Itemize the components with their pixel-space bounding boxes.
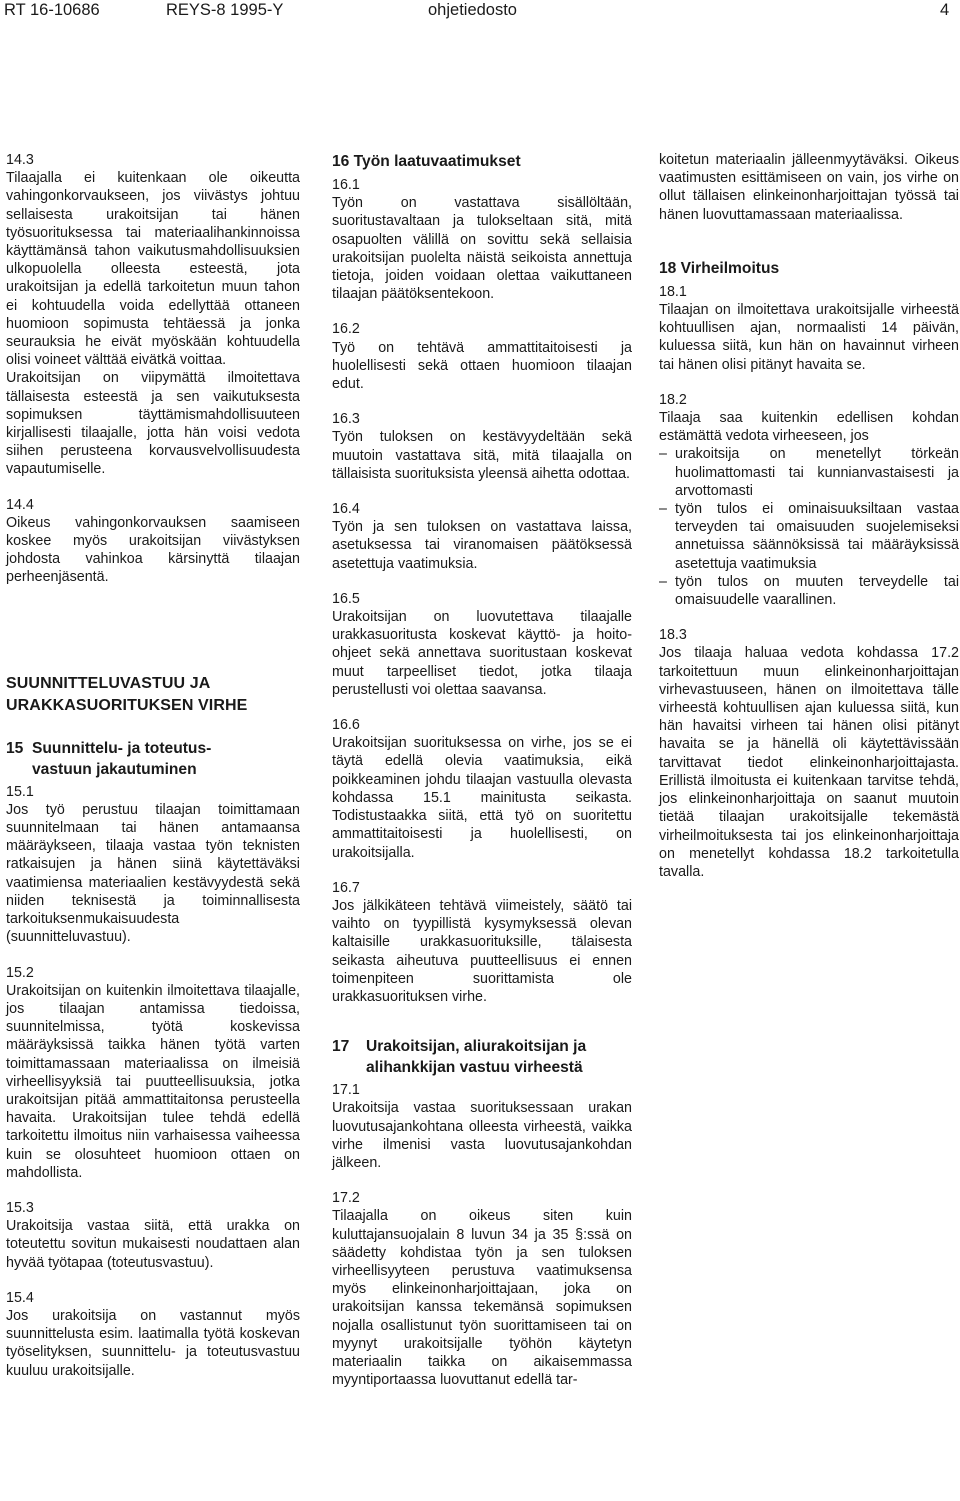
section-text: Urakoitsijan on kuitenkin ilmoitettava tilaajalle, jos tilaajan antamissa tiedoissa, suunnitelmissa, työtä koskevissa määräyksissä taikka hänen työtä varten toimittamassaan materiaalissa on ilmeisiä virheellisyyksiä tai puutteellisuuksia, jotka urakoitsijan pitää ammattitaitonsa perusteella havaita. Urakoitsijan tulee tehdä edellä tarkoitettu ilmoitus niin varhaisessa vaiheessa kuin se olosuhteet huomioon ottaen on mahdollista. — [6, 982, 300, 1181]
section-16-2 — [332, 320, 632, 393]
section-text: Oikeus vahingonkorvauksen saamiseen koskee myös urakoitsijan viivästyksen johdosta vahinkoa kärsinyttä tilaajan perheenjäsentä. — [6, 514, 300, 586]
section-number: 16.4 — [332, 501, 360, 518]
section-number: 14.4 — [6, 496, 34, 513]
chapter-heading — [6, 673, 300, 717]
section-16-5 — [332, 590, 632, 699]
section-16-1 — [332, 176, 632, 303]
section-number: 18.3 — [659, 627, 687, 644]
heading-text: alihankkijan vastuu virheestä — [366, 1059, 583, 1077]
section-heading-18: 18 Virheilmoitus — [659, 259, 780, 277]
heading-text: Urakoitsijan, aliurakoitsijan ja — [366, 1038, 587, 1056]
section-text: Työn on vastattava sisällöltään, suoritustavaltaan ja tulokseltaan sitä, mitä osapuolten välillä on sovittu sekä sellaisia urakoitsijan puolelta näistä seikoista annettuja tietoja, joiden voidaan olettaa vaikuttaneen tilaajan päätöksentekoon. — [332, 195, 632, 303]
section-18-2 — [659, 391, 959, 609]
document-type: ohjetiedosto — [428, 1, 517, 19]
section-number: 17.1 — [332, 1082, 360, 1099]
section-17-2 — [332, 1189, 632, 1389]
section-18-3 — [659, 626, 959, 881]
section-text: Tilaajalla ei kuitenkaan ole oikeutta vahingonkorvaukseen, jos viivästys johtuu sellaisesta urakoitsijan tai hänen työsuorituksessa tai materiaalihankinnoissa käyttämänsä tahon vaikutusmahdollisuuksien ulkopuolella olleesta esteestä, jota urakoitsijan ja edellä tarkoitetun muun tahon ei kohtuudella voida edellyttää ottaneen huomioon sopimusta tehtäessä ja jonka seurauksia he eivät myöskään kohtuudella olisi voineet välttää eivätkä voittaa. — [6, 170, 300, 369]
section-heading-16: 16 Työn laatuvaatimukset — [332, 153, 521, 170]
list-item: – työn tulos on muuten terveydelle tai omaisuudelle vaarallinen. — [659, 573, 959, 609]
section-number: 17.2 — [332, 1190, 360, 1207]
section-number: 15.2 — [6, 964, 34, 981]
section-text: Tilaajalla on oikeus siten kuin kuluttajansuojalain 8 luvun 34 ja 35 §:ssä on säädetty kohdistaa työn ja sen tuloksen virheellisyyteen perustuva vaatimuksensa myös elinkeinonharjoittajaan, joka on urakoitsijan kanssa tekemänsä sopimuksen nojalla osallistunut työn suorittamiseen tai on myynyt urakoitsijalle työhön käytetyn materiaalin taikka on aikaisemmassa myyntiportaassa luovuttanut edellä tar- — [332, 1208, 632, 1389]
page-header — [0, 0, 960, 20]
section-15-4 — [6, 1289, 300, 1380]
section-number: 16.2 — [332, 321, 360, 338]
chapter-heading-line: SUUNNITTELUVASTUU JA — [6, 674, 211, 692]
section-heading-17 — [332, 1036, 632, 1078]
section-number: 18.2 — [659, 391, 687, 408]
section-text: Tilaaja saa kuitenkin edellisen kohdan estämättä vedota virheeseen, jos — [659, 410, 959, 445]
section-15-2 — [6, 964, 300, 1182]
section-number: 16.5 — [332, 590, 360, 607]
section-17-1 — [332, 1081, 632, 1172]
heading-text: vastuun jakautuminen — [32, 760, 197, 778]
document-code: RT 16-10686 — [4, 1, 100, 19]
section-text: Jos tilaaja haluaa vedota kohdassa 17.2 tarkoitettuun muun elinkeinonharjoittajan virhevastuuseen, hänen on ilmoitettava tälle virheestä kohtuullisen ajan kuluessa siitä, kun hän havaitsi virheen tai hänen olisi pitänyt havaita se ja hänellä oli käytettävissään tarvittavat tiedot elinkeinonharjoittajasta. Erillistä ilmoitusta ei kuitenkaan tarvitse tehdä, jos elinkeinonharjoittaja on saanut muutoin tietää tilaajan urakoitsijalle tekemästä virheilmoituksesta tai jos elinkeinonharjoittaja on menetellyt kohdassa 18.2 tarkoitetulla tavalla. — [659, 645, 959, 880]
section-14-4 — [6, 496, 300, 587]
section-heading-15 — [6, 738, 300, 780]
heading-number: 17 — [332, 1038, 350, 1056]
section-15-3 — [6, 1199, 300, 1272]
column-1 — [6, 151, 300, 1380]
document-reference: REYS-8 1995-Y — [166, 1, 284, 19]
section-text: Jos urakoitsija on vastannut myös suunnittelusta esim. laatimalla työtä koskevan työselityksen, suunnittelu- ja toteutusvastuu kuuluu urakoitsijalle. — [6, 1307, 300, 1379]
section-number: 16.7 — [332, 879, 360, 896]
section-16-4 — [332, 500, 632, 573]
section-number: 15.4 — [6, 1289, 34, 1306]
section-text: Työ on tehtävä ammattitaitoisesti ja huolellisesti sekä ottaen huomioon tilaajan edut. — [332, 339, 632, 393]
section-text: Urakoitsija vastaa suorituksessaan urakan luovutusajankohtana olleesta virheestä, vaikka virhe ilmenisi vasta luovutusajankohdan jälkeen. — [332, 1100, 632, 1171]
chapter-heading-line: URAKKASUORITUKSEN VIRHE — [6, 696, 248, 714]
section-text: Jos jälkikäteen tehtävä viimeistely, säätö tai vaihto on tyypillistä kysymyksessä olevan kaltaisille urakkasuorituksille, tälaisesta seikasta aiheutuva puutteellisuus ei ennen toimenpiteen suorittamista ole urakkasuorituksen virhe. — [332, 897, 632, 1005]
section-text: Urakoitsijan on viipymättä ilmoitettava tällaisesta esteestä ja sen vaikutuksesta sopimuksen täyttämismahdollisuuteen kirjallisesti tilaajalle, jotta hän voisi vedota siihen perusteena korvausvelvollisuudesta vapautumiselle. — [6, 370, 300, 478]
section-14-3 — [6, 151, 300, 479]
section-18-1 — [659, 283, 959, 374]
section-number: 15.1 — [6, 783, 34, 800]
section-16-7 — [332, 879, 632, 1006]
section-15-1 — [6, 783, 300, 947]
section-number: 14.3 — [6, 152, 34, 168]
section-text: Jos työ perustuu tilaajan toimittamaan suunnitelmaan tai hänen antamaansa määräykseen, tilaaja vastaa työn teknisten ratkaisujen ja hänen siinä käytettäväksi vaatimiensa materiaalien kestävyydestä sekä niiden teknisestä ja toiminnallisesta tarkoituksenmukaisuudesta (suunnitteluvastuu). — [6, 801, 300, 946]
continued-text: koitetun materiaalin jälleenmyytäväksi. Oikeus vaatimusten esittämiseen on vain, jos virhe on ollut tällaisen elinkeinonharjoittajan työssä tai hänen luovuttamassaan materiaalissa. — [659, 152, 959, 223]
section-text: Työn tuloksen on kestävyydeltään sekä muutoin vastattava sitä, mitä tilaajalla on tällaisista suorituksista yleensä aihetta odottaa. — [332, 429, 632, 482]
section-16-6 — [332, 716, 632, 862]
section-number: 15.3 — [6, 1199, 34, 1216]
list-item: – työn tulos ei ominaisuuksiltaan vastaa terveyden tai omaisuuden suojelemiseksi annetuissa säännöksissä tai määräyksissä asetettuja vaatimuksia — [659, 500, 959, 573]
section-number: 16.3 — [332, 411, 360, 428]
section-number: 16.6 — [332, 717, 360, 734]
section-number: 16.1 — [332, 177, 360, 193]
section-text: Urakoitsija vastaa siitä, että urakka on toteutettu sovitun mukaisesti noudattaen alan hyvää työtapaa (toteutusvastuu). — [6, 1218, 300, 1271]
column-2 — [332, 151, 632, 1389]
column-3 — [659, 151, 959, 881]
heading-number: 15 — [6, 739, 24, 757]
section-text: Urakoitsijan suorituksessa on virhe, jos se ei täytä edellä olevia vaatimuksia, eikä poikkeaminen johdu tilaajan vastuulla olevasta kohdassa 15.1 mainitusta seikasta. Todistustaakka siitä, että työ on suoritettu ammattitaitoisesti ja huolellisesti, on urakoitsijalla. — [332, 735, 632, 861]
section-number: 18.1 — [659, 283, 687, 300]
section-text: Työn ja sen tuloksen on vastattava laissa, asetuksessa tai viranomaisen päätöksessä asetettuja vaatimuksia. — [332, 519, 632, 572]
section-text: Tilaajan on ilmoitettava urakoitsijalle virheestä kohtuullisen ajan, normaalisti 14 päivän, kuluessa siitä, kun hän on havainnut virheen tai hänen olisi pitänyt havaita se. — [659, 302, 959, 373]
condition-list — [659, 445, 959, 609]
section-text: Urakoitsijan on luovutettava tilaajalle urakkasuoritusta koskevat käyttö- ja hoito-ohjeet sekä annettava suoritustaan koskevat muut tarpeelliset tiedot, jotka tilaaja perustellusti voi olettaa saavansa. — [332, 609, 632, 698]
list-item: – urakoitsija on menetellyt törkeän huolimattomasti tai kunnianvastaisesti ja arvottomasti — [659, 445, 959, 500]
page-number: 4 — [940, 1, 950, 19]
heading-text: Suunnittelu- ja toteutus- — [32, 739, 212, 757]
section-16-3 — [332, 410, 632, 483]
